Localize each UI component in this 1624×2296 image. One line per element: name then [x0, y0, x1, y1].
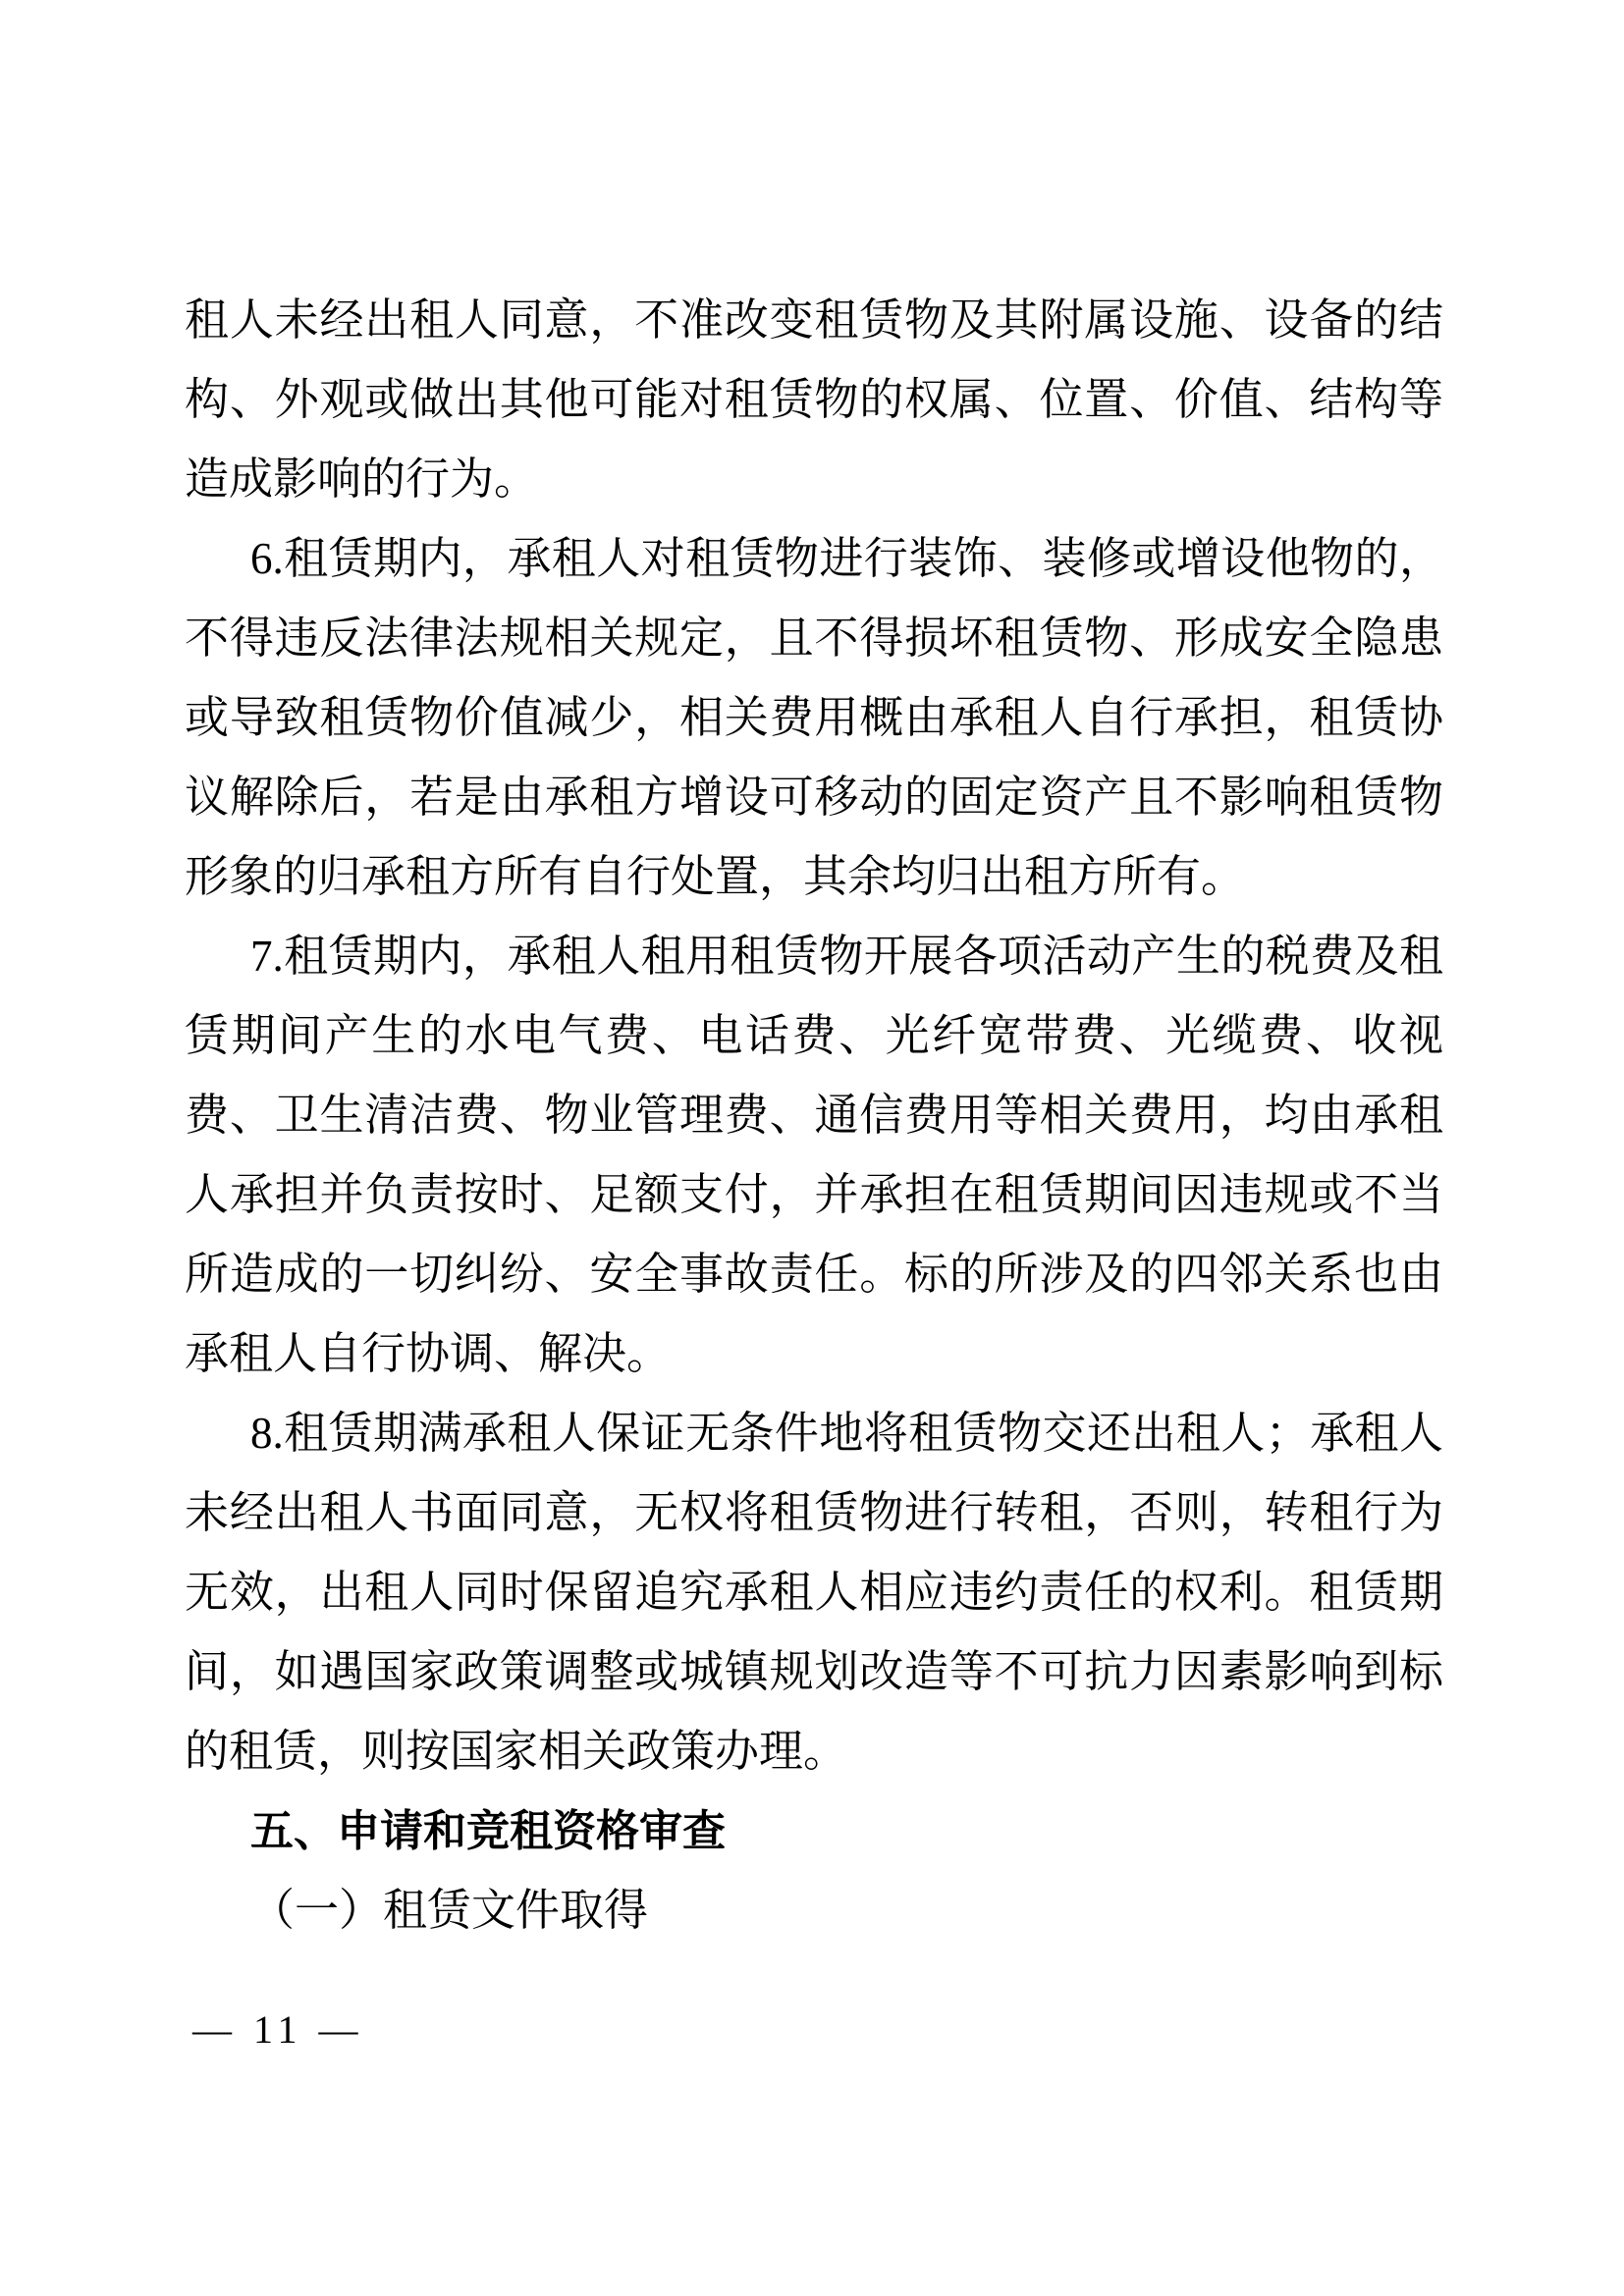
- paragraph-clause-7: 7.租赁期内，承租人租用租赁物开展各项活动产生的税费及租赁期间产生的水电气费、电话费、光纤宽带费、光缆费、收视费、卫生清洁费、物业管理费、通信费用等相关费用，均由承租人承担并负责按时、足额支付，并承担在租赁期间因违规或不当所造成的一切纠纷、安全事故责任。标的所涉及的四邻关系也由承租人自行协调、解决。: [185, 932, 1443, 1378]
- paragraph-clause-6: 6.租赁期内，承租人对租赁物进行装饰、装修或增设他物的，不得违反法律法规相关规定，且不得损坏租赁物、形成安全隐患或导致租赁物价值减少，相关费用概由承租人自行承担，租赁协议解除后，若是由承租方增设可移动的固定资产且不影响租赁物形象的归承租方所有自行处置，其余均归出租方所有。: [185, 534, 1443, 901]
- paragraph-clause-8: 8.租赁期满承租人保证无条件地将租赁物交还出租人；承租人未经出租人书面同意，无权将租赁物进行转租，否则，转租行为无效，出租人同时保留追究承租人相应违约责任的权利。租赁期间，如遇国家政策调整或城镇规划改造等不可抗力因素影响到标的租赁，则按国家相关政策办理。: [185, 1409, 1443, 1776]
- paragraph-continuation: 租人未经出租人同意，不准改变租赁物及其附属设施、设备的结构、外观或做出其他可能对租赁物的权属、位置、价值、结构等造成影响的行为。: [185, 295, 1443, 504]
- section-heading: 五、申请和竞租资格审查: [250, 1807, 726, 1855]
- document-content: [185, 281, 1443, 1950]
- subsection-heading: （一）租赁文件取得: [250, 1886, 649, 1935]
- page-number: — 11 —: [192, 2007, 364, 2052]
